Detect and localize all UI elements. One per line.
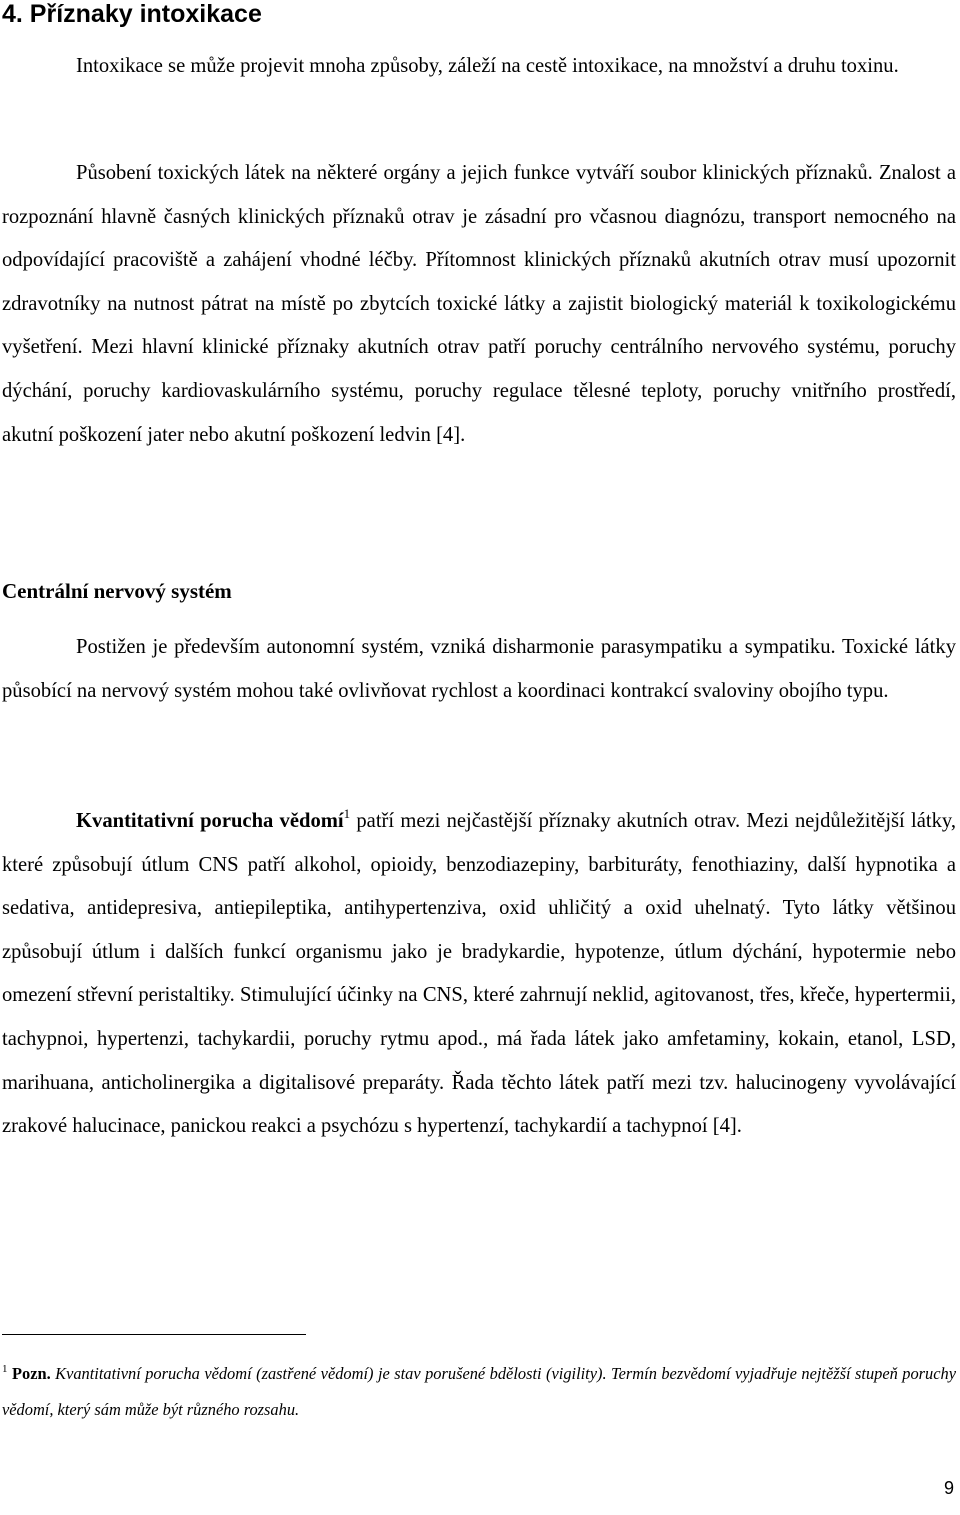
footnote-label: Pozn.: [11, 1364, 51, 1383]
section-heading: 4. Příznaky intoxikace: [2, 0, 262, 28]
paragraph-consciousness-text: patří mezi nejčastější příznaky akutních otrav. Mezi nejdůležitější látky, které způsobují útlum CNS patří alkohol, opioidy, benzodiazepiny, barbituráty, fenothiaziny, další hypnotika a sedativa, antidepresiva, antiepileptika, antihypertenziva, oxid uhličitý a oxid uhelnatý. Tyto látky většinou způsobují útlum i dalších funkcí organismu jako je bradykardie, hypotenze, útlum dýchání, hypotermie nebo omezení střevní peristaltiky. Stimulující účinky na CNS, které zahrnují neklid, agitovanost, třes, křeče, hypertermii, tachypnoi, hypertenzi, tachykardii, poruchy rytmu apod., má řada látek jako amfetaminy, kokain, etanol, LSD, marihuana, anticholinergika a digitalisové preparáty. Řada těchto látek patří mezi tzv. halucinogeny vyvolávající zrakové halucinace, panickou reakci a psychózu s hypertenzí, tachykardií a tachypnoí [4].: [2, 810, 956, 1138]
paragraph-intro: Intoxikace se může projevit mnoha způsoby, záleží na cestě intoxikace, na množství a druhu toxinu.: [76, 55, 899, 77]
page-number: 9: [943, 1478, 954, 1498]
paragraph-clinical-symptoms: Působení toxických látek na některé orgány a jejich funkce vytváří soubor klinických příznaků. Znalost a rozpoznání hlavně časných klinických příznaků otrav je zásadní pro včasnou diagnózu, transport nemocného na odpovídající pracoviště a zahájení vhodné léčby. Přítomnost klinických příznaků akutních otrav musí upozornit zdravotníky na nutnost pátrat na místě po zbytcích toxické látky a zajistit biologický materiál k toxikologickému vyšetření. Mezi hlavní klinické příznaky akutních otrav patří poruchy centrálního nervového systému, poruchy dýchání, poruchy kardiovaskulárního systému, poruchy regulace tělesné teploty, poruchy vnitřního prostředí, akutní poškození jater nebo akutní poškození ledvin [4].: [2, 162, 956, 446]
paragraph-consciousness: [2, 800, 956, 1149]
footnote-text: Kvantitativní porucha vědomí (zastřené vědomí) je stav porušené bdělosti (vigility). Termín bezvědomí vyjadřuje nejtěžší stupeň poruchy vědomí, který sám může být různého rozsahu.: [2, 1364, 956, 1419]
subsection-heading-cns: Centrální nervový systém: [2, 579, 232, 603]
paragraph-cns: Postižen je především autonomní systém, vzniká disharmonie parasympatiku a sympatiku. Toxické látky působící na nervový systém mohou také ovlivňovat rychlost a koordinaci kontrakcí svaloviny obojího typu.: [2, 636, 956, 702]
footnote-reference[interactable]: 1: [343, 806, 351, 821]
term-quantitative-consciousness-disorder: Kvantitativní porucha vědomí: [76, 810, 344, 832]
footnote-separator: [2, 1334, 306, 1335]
footnote-number: 1: [2, 1363, 8, 1375]
footnote: [2, 1356, 956, 1428]
